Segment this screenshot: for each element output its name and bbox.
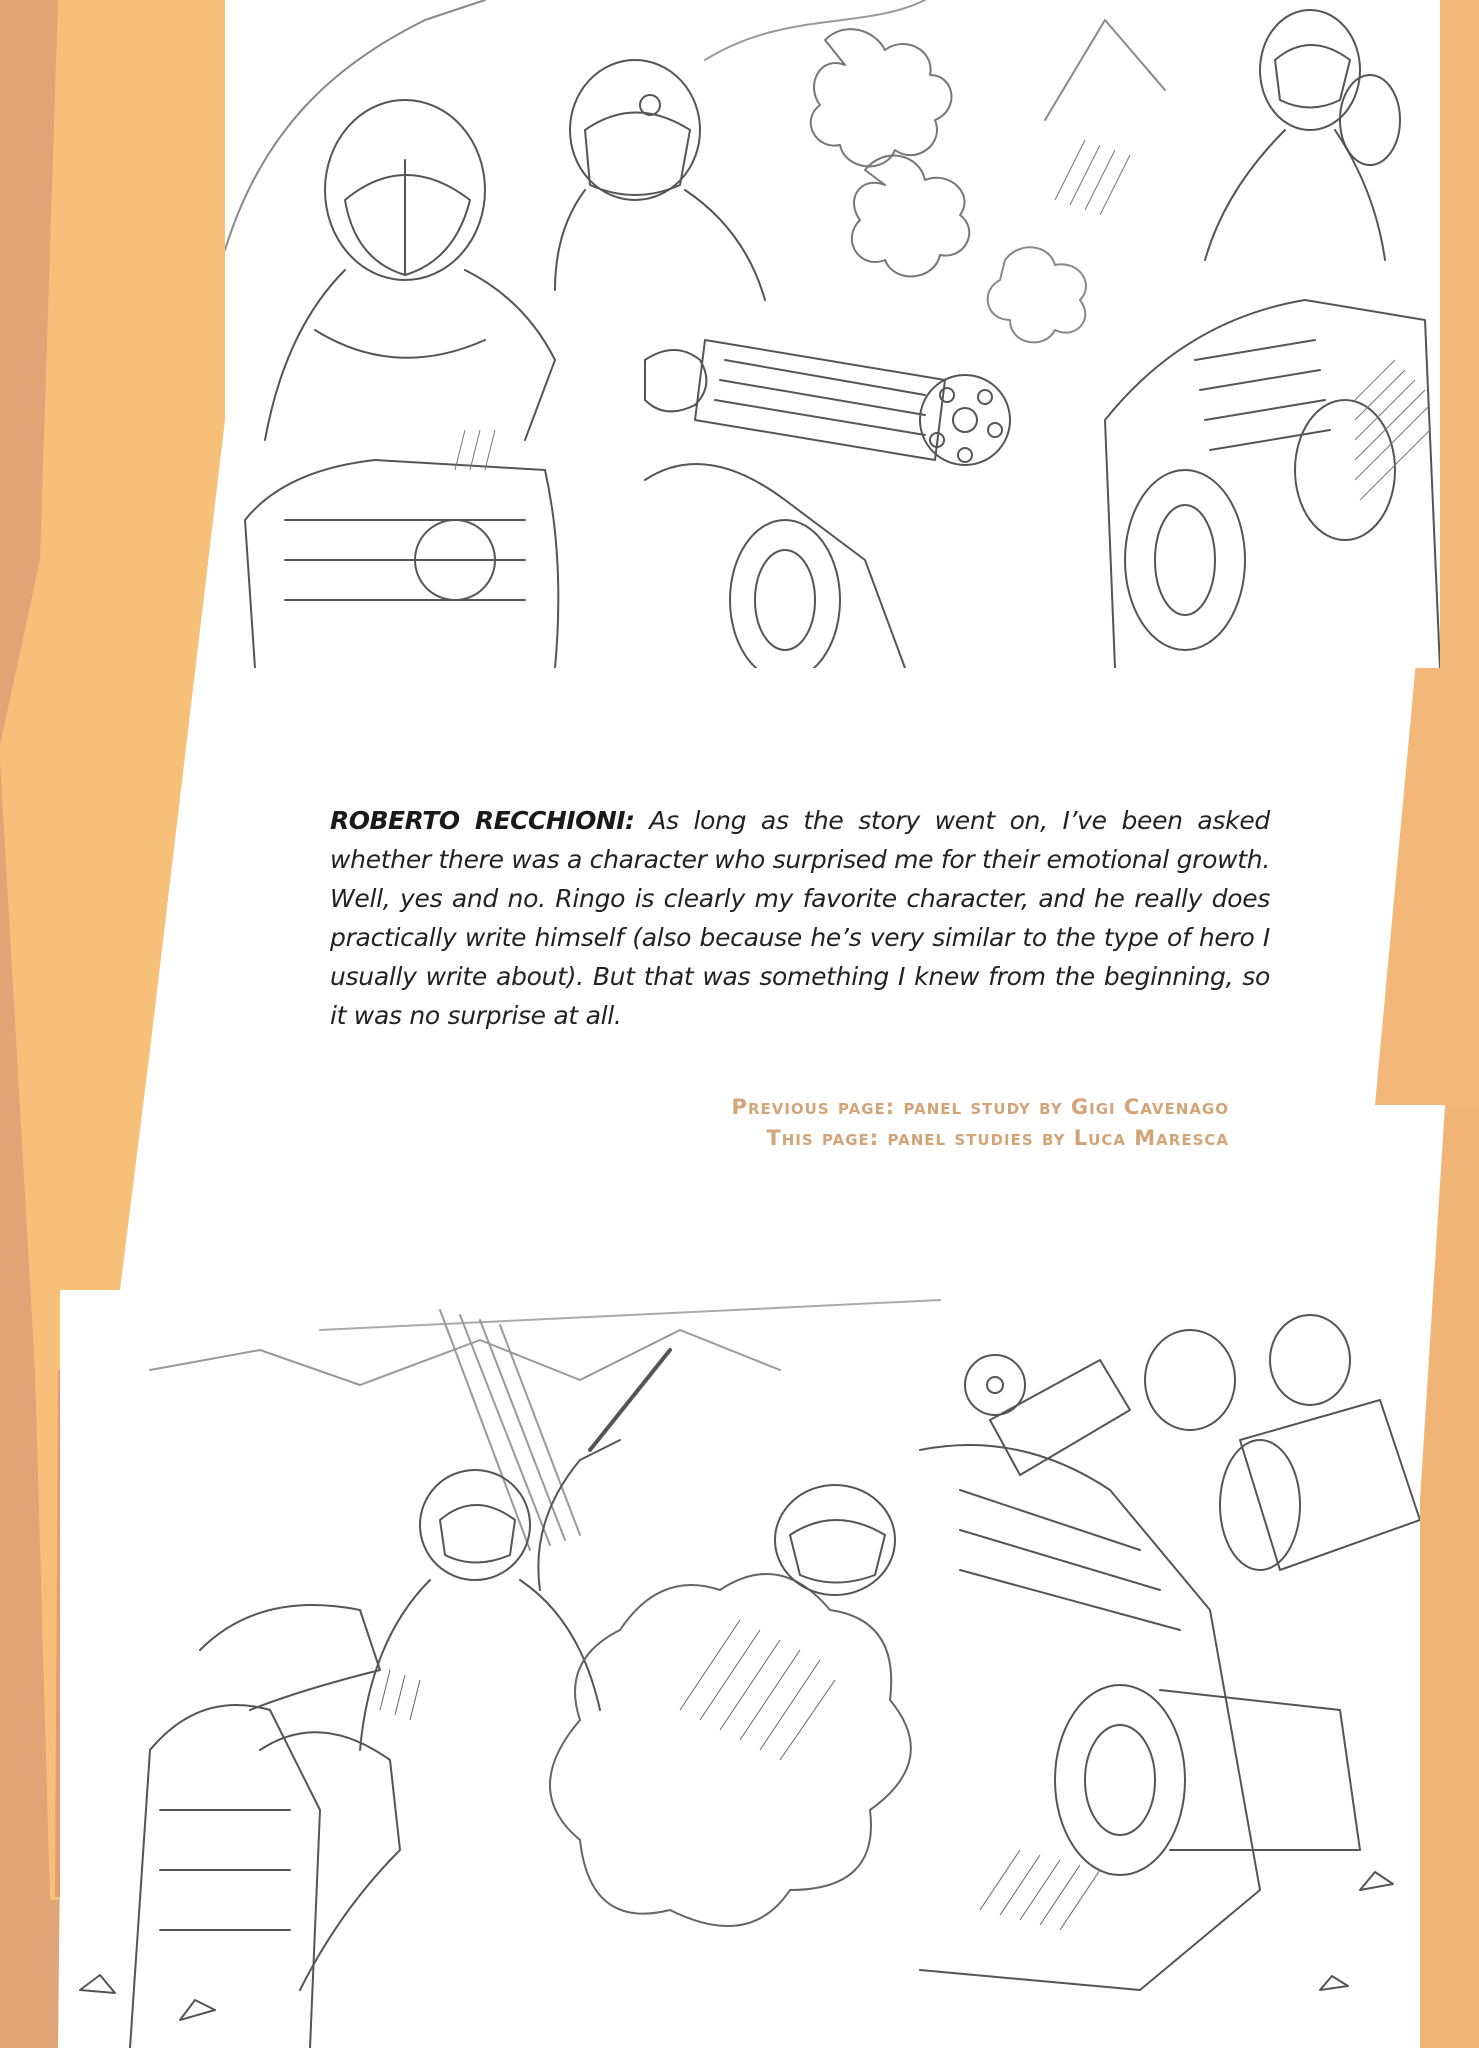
quote-text: As long as the story went on, I’ve been asked whether there was a character who surprised me for their emotional growth. Well, yes and no. Ringo is clearly my favorite character, and he really does practically write himself (also because he’s very similar to the type of hero I usually write about). But that was something I knew from the beginning, so it was no surprise at all. [330, 806, 1270, 1030]
top-panel-illustration [225, 0, 1440, 668]
pencil-sketch-bikers-crashing-in-dust-icon [60, 1290, 1420, 2048]
credit-previous-page: Previous page: panel study by Gigi Cavenago [731, 1095, 1229, 1119]
interview-quote [330, 801, 1270, 1035]
quote-speaker: ROBERTO RECCHIONI: [330, 806, 635, 835]
credit-this-page: This page: panel studies by Luca Maresca [766, 1126, 1229, 1150]
pencil-sketch-bikers-firing-gatling-gun-icon [225, 0, 1440, 668]
bottom-panel-illustration [60, 1290, 1420, 2048]
panel-credits [732, 1092, 1229, 1154]
